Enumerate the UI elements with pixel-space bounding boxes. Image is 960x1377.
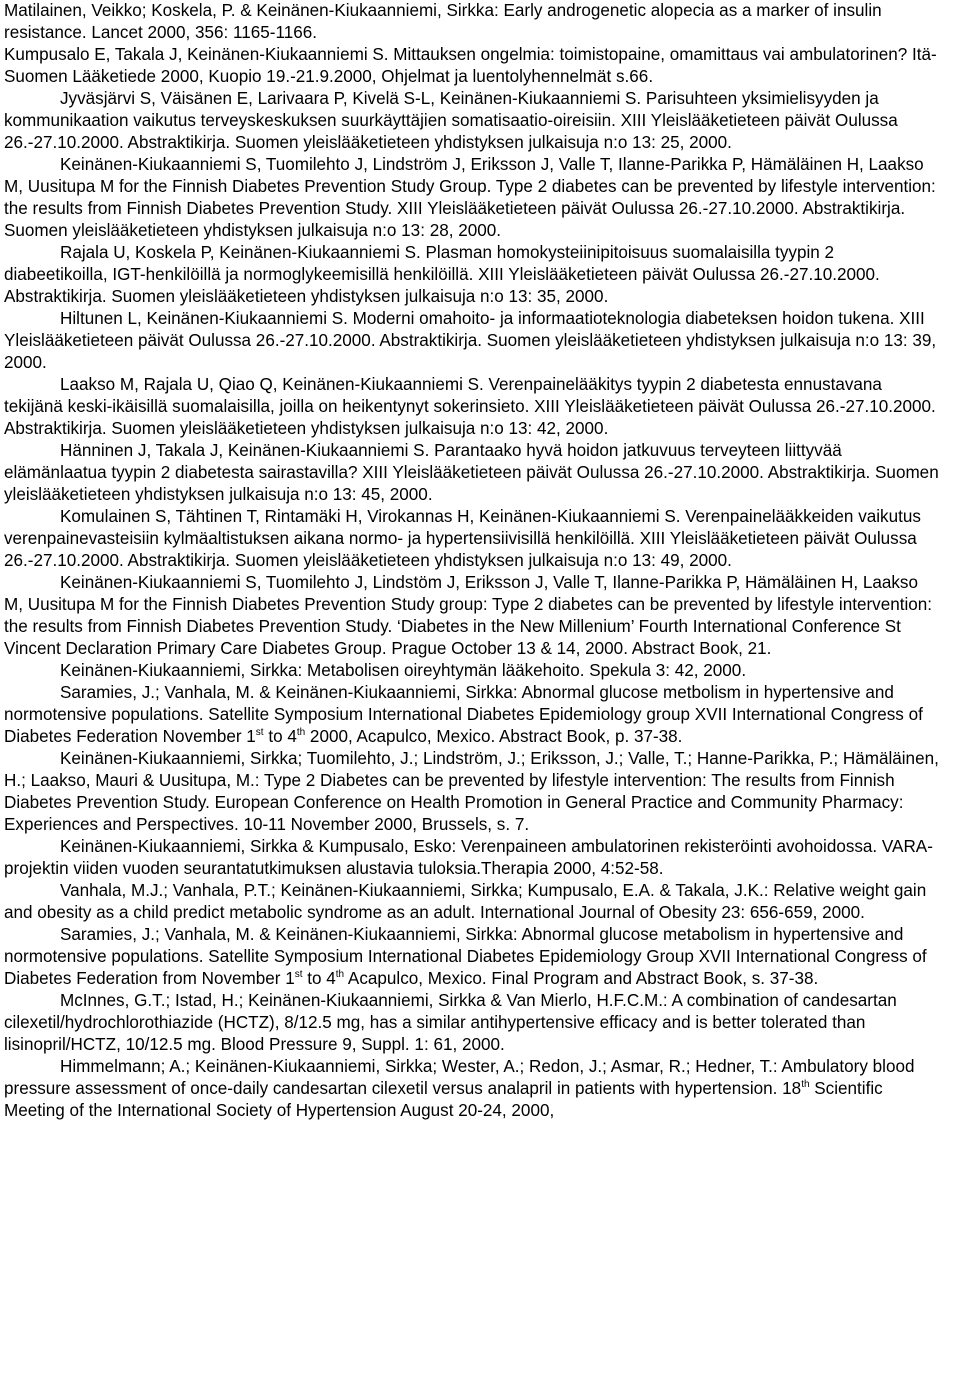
ordinal-superscript: st bbox=[294, 969, 303, 980]
reference-text: 2000, Acapulco, Mexico. Abstract Book, p. 37-38. bbox=[305, 727, 683, 746]
reference-entry bbox=[4, 682, 940, 748]
reference-entry bbox=[4, 242, 940, 308]
reference-entry bbox=[4, 506, 940, 572]
reference-text: Scientific Meeting of the International Society of Hypertension August 20-24, 2000, bbox=[4, 1079, 883, 1120]
reference-text: Saramies, J.; Vanhala, M. & Keinänen-Kiukaanniemi, Sirkka: Abnormal glucose metabolism in hypertensive and normotensive populations. Satellite Symposium International Diabetes Epidemiology Group XVII International Congress of Diabetes Federation from November 1 bbox=[4, 925, 927, 988]
reference-text: Keinänen-Kiukaanniemi, Sirkka & Kumpusalo, Esko: Verenpaineen ambulatorinen rekisteröinti avohoidossa. VARA-projektin viiden vuoden seurantatutkimuksen alustavia tuloksia.Therapia 2000, 4:52-58. bbox=[4, 837, 933, 878]
reference-text: Rajala U, Koskela P, Keinänen-Kiukaanniemi S. Plasman homokysteiinipitoisuus suomalaisilla tyypin 2 diabeetikoilla, IGT-henkilöillä ja normoglykeemisillä henkilöillä. XIII Yleislääketieteen päivät Oulussa 26.-27.10.2000. Abstraktikirja. Suomen yleislääketieteen yhdistyksen julkaisuja n:o 13: 35, 2000. bbox=[4, 243, 880, 306]
reference-entry bbox=[4, 154, 940, 242]
ordinal-superscript: th bbox=[335, 969, 345, 980]
reference-entry bbox=[4, 660, 940, 682]
reference-entry bbox=[4, 88, 940, 154]
reference-entry bbox=[4, 924, 940, 990]
reference-text: Kumpusalo E, Takala J, Keinänen-Kiukaanniemi S. Mittauksen ongelmia: toimistopaine, omamittaus vai ambulatorinen? Itä-Suomen Lääketiede 2000, Kuopio 19.-21.9.2000, Ohjelmat ja luentolyhennelmät s.66. bbox=[4, 45, 937, 86]
reference-text: Keinänen-Kiukaanniemi S, Tuomilehto J, Lindstöm J, Eriksson J, Valle T, Ilanne-Parikka P, Hämäläinen H, Laakso M, Uusitupa M for the Finnish Diabetes Prevention Study group: Type 2 diabetes can be prevented by lifestyle intervention: the results from Finnish Diabetes Prevention Study. ‘Diabetes in the New Millenium’ Fourth International Conference St Vincent Declaration Primary Care Diabetes Group. Prague October 13 & 14, 2000. Abstract Book, 21. bbox=[4, 573, 933, 658]
reference-entry bbox=[4, 0, 940, 44]
reference-list bbox=[4, 0, 940, 1122]
reference-entry bbox=[4, 836, 940, 880]
reference-entry bbox=[4, 308, 940, 374]
ordinal-superscript: st bbox=[255, 727, 264, 738]
reference-text: Matilainen, Veikko; Koskela, P. & Keinänen-Kiukaanniemi, Sirkka: Early androgenetic alopecia as a marker of insulin resistance. Lancet 2000, 356: 1165-1166. bbox=[4, 1, 882, 42]
reference-text: Saramies, J.; Vanhala, M. & Keinänen-Kiukaanniemi, Sirkka: Abnormal glucose metbolism in hypertensive and normotensive populations. Satellite Symposium International Diabetes Epidemiology group XVII International Congress of Diabetes Federation November 1 bbox=[4, 683, 923, 746]
reference-entry bbox=[4, 1056, 940, 1122]
reference-text: McInnes, G.T.; Istad, H.; Keinänen-Kiukaanniemi, Sirkka & Van Mierlo, H.F.C.M.: A combination of candesartan cilexetil/hydrochlorothiazide (HCTZ), 8/12.5 mg, has a similar antihypertensive efficacy and is better tolerated than lisinopril/HCTZ, 10/12.5 mg. Blood Pressure 9, Suppl. 1: 61, 2000. bbox=[4, 991, 897, 1054]
reference-text: Vanhala, M.J.; Vanhala, P.T.; Keinänen-Kiukaanniemi, Sirkka; Kumpusalo, E.A. & Takala, J.K.: Relative weight gain and obesity as a child predict metabolic syndrome as an adult. International Journal of Obesity 23: 656-659, 2000. bbox=[4, 881, 927, 922]
ordinal-superscript: th bbox=[296, 727, 306, 738]
reference-entry bbox=[4, 990, 940, 1056]
reference-text: Keinänen-Kiukaanniemi, Sirkka: Metabolisen oireyhtymän lääkehoito. Spekula 3: 42, 2000. bbox=[60, 661, 747, 680]
reference-text: to 4 bbox=[263, 727, 297, 746]
ordinal-superscript: th bbox=[801, 1079, 810, 1090]
reference-text: Laakso M, Rajala U, Qiao Q, Keinänen-Kiukaanniemi S. Verenpainelääkitys tyypin 2 diabetesta ennustavana tekijänä keski-ikäisillä suomalaisilla, joilla on heikentynyt sokerinsieto. XIII Yleislääketieteen päivät Oulussa 26.-27.10.2000. Abstraktikirja. Suomen yleislääketieteen yhdistyksen julkaisuja n:o 13: 42, 2000. bbox=[4, 375, 936, 438]
reference-text: Jyväsjärvi S, Väisänen E, Larivaara P, Kivelä S-L, Keinänen-Kiukaanniemi S. Parisuhteen yksimielisyyden ja kommunikaation vaikutus terveyskeskuksen suurkäyttäjien somatisaatio-oireisiin. XIII Yleislääketieteen päivät Oulussa 26.-27.10.2000. Abstraktikirja. Suomen yleislääketieteen yhdistyksen julkaisuja n:o 13: 25, 2000. bbox=[4, 89, 898, 152]
reference-text: Himmelmann; A.; Keinänen-Kiukaanniemi, Sirkka; Wester, A.; Redon, J.; Asmar, R.; Hedner, T.: Ambulatory blood pressure assessment of once-daily candesartan cilexetil versus analapril in patients with hypertension. 18 bbox=[4, 1057, 915, 1098]
reference-text: Hiltunen L, Keinänen-Kiukaanniemi S. Moderni omahoito- ja informaatioteknologia diabeteksen hoidon tukena. XIII Yleislääketieteen päivät Oulussa 26.-27.10.2000. Abstraktikirja. Suomen yleislääketieteen yhdistyksen julkaisuja n:o 13: 39, 2000. bbox=[4, 309, 937, 372]
reference-entry bbox=[4, 374, 940, 440]
reference-entry bbox=[4, 748, 940, 836]
reference-text: to 4 bbox=[302, 969, 336, 988]
reference-entry bbox=[4, 572, 940, 660]
reference-text: Hänninen J, Takala J, Keinänen-Kiukaanniemi S. Parantaako hyvä hoidon jatkuvuus terveyteen liittyvää elämänlaatua tyypin 2 diabetesta sairastavilla? XIII Yleislääketieteen päivät Oulussa 26.-27.10.2000. Abstraktikirja. Suomen yleislääketieteen yhdistyksen julkaisuja n:o 13: 45, 2000. bbox=[4, 441, 939, 504]
reference-entry bbox=[4, 440, 940, 506]
reference-text: Keinänen-Kiukaanniemi S, Tuomilehto J, Lindström J, Eriksson J, Valle T, Ilanne-Parikka P, Hämäläinen H, Laakso M, Uusitupa M for the Finnish Diabetes Prevention Study Group. Type 2 diabetes can be prevented by lifestyle intervention: the results from Finnish Diabetes Prevention Study. XIII Yleislääketieteen päivät Oulussa 26.-27.10.2000. Abstraktikirja. Suomen yleislääketieteen yhdistyksen julkaisuja n:o 13: 28, 2000. bbox=[4, 155, 936, 240]
reference-entry bbox=[4, 880, 940, 924]
reference-text: Acapulco, Mexico. Final Program and Abstract Book, s. 37-38. bbox=[344, 969, 819, 988]
reference-text: Komulainen S, Tähtinen T, Rintamäki H, Virokannas H, Keinänen-Kiukaanniemi S. Verenpainelääkkeiden vaikutus verenpainevasteisiin kylmäaltistuksen aikana normo- ja hypertensiivisillä henkilöillä. XIII Yleislääketieteen päivät Oulussa 26.-27.10.2000. Abstraktikirja. Suomen yleislääketieteen yhdistyksen julkaisuja n:o 13: 49, 2000. bbox=[4, 507, 921, 570]
reference-entry bbox=[4, 44, 940, 88]
reference-text: Keinänen-Kiukaanniemi, Sirkka; Tuomilehto, J.; Lindström, J.; Eriksson, J.; Valle, T.; Hanne-Parikka, P.; Hämäläinen, H.; Laakso, Mauri & Uusitupa, M.: Type 2 Diabetes can be prevented by lifestyle intervention: The results from Finnish Diabetes Prevention Study. European Conference on Health Promotion in General Practice and Community Pharmacy: Experiences and Perspectives. 10-11 November 2000, Brussels, s. 7. bbox=[4, 749, 939, 834]
